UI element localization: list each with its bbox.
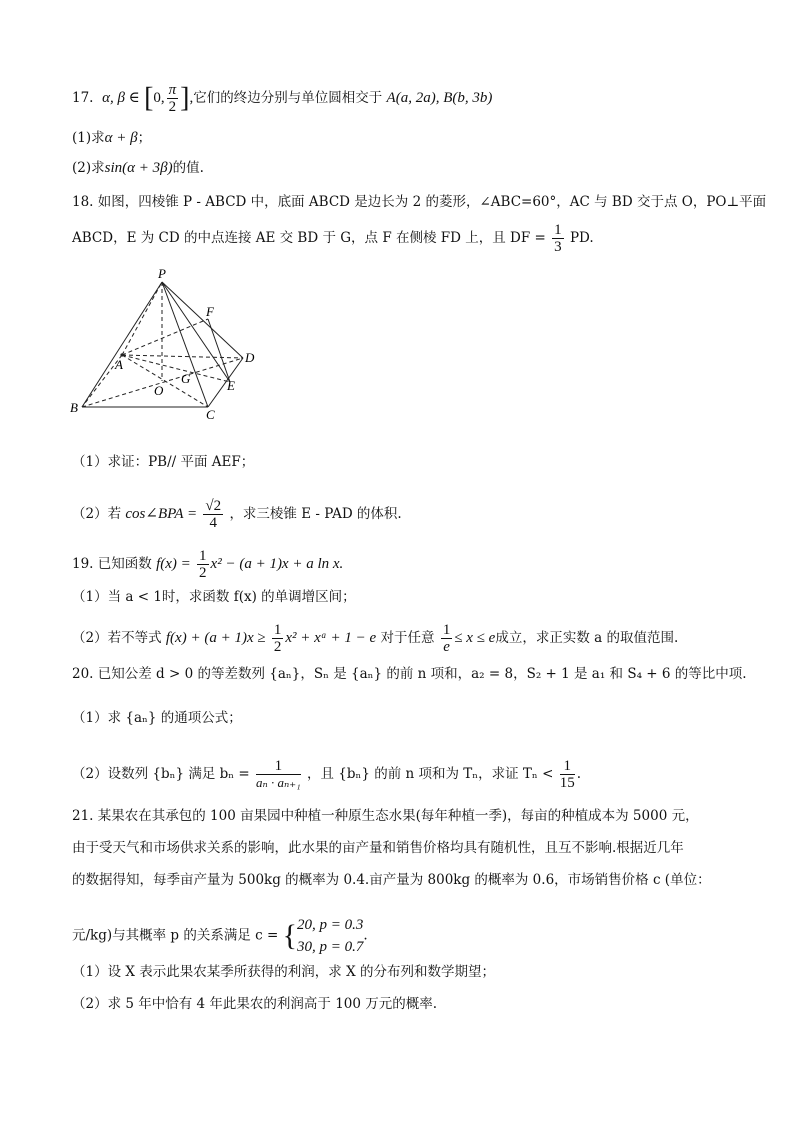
q17-text: 它们的终边分别与单位圆相交于 [193, 90, 383, 106]
q21-part1: （1）设 X 表示此果农某季所获得的利润，求 X 的分布列和数学期望； [72, 964, 495, 980]
edge-PA [122, 282, 162, 355]
edge-AC [122, 355, 208, 407]
q19-part2 [72, 622, 678, 655]
q17-part1-label: (1)求 [72, 130, 105, 146]
q19-part2-pre: （2）若不等式 [72, 630, 162, 646]
q20-part2-frac1 [256, 758, 301, 791]
q18-frac-den: 3 [554, 239, 562, 255]
label-G: G [181, 371, 191, 386]
q20-part2-mid: ，且 {bₙ} 的前 n 项和为 Tₙ，求证 Tₙ < [306, 766, 554, 782]
q20-part2-frac2 [560, 758, 575, 791]
q19-rest: x² − (a + 1)x + a ln x. [210, 556, 344, 572]
q19-line [72, 548, 343, 581]
q18-frac-num: 1 [554, 222, 562, 238]
edge-PC [162, 282, 208, 407]
q19-part2-den1: 2 [273, 639, 282, 655]
edge-FE [208, 319, 230, 382]
q19-part2-post: 成立，求正实数 a 的取值范围. [495, 630, 679, 646]
q21-line1: 21. 某果农在其承包的 100 亩果园中种植一种原生态水果(每年种植一季)，每亩的种植成本为 5000 元， [72, 808, 699, 824]
q18-part2-den: 4 [209, 515, 218, 531]
q21-case1: 20, p = 0.3 [297, 917, 364, 933]
label-D: D [245, 350, 255, 365]
edge-PB [82, 282, 162, 407]
q18-part2-cos: cos∠BPA = [125, 506, 198, 522]
q17-part2 [72, 158, 204, 178]
q18-part2 [72, 498, 402, 531]
q18-line1: 18. 如图，四棱锥 P - ABCD 中，底面 ABCD 是边长为 2 的菱形，∠ABC=60°，AC 与 BD 交于点 O，PO⊥平面 [72, 194, 767, 210]
q19-part2-num1: 1 [273, 622, 282, 638]
q17-zero: 0, [153, 90, 165, 106]
q21-cases [297, 914, 363, 958]
q19-den: 2 [199, 565, 207, 581]
q21-line3: 的数据得知，每季亩产量为 500kg 的概率为 0.4.亩产量为 800kg 的概率为 0.6，市场销售价格 c (单位： [72, 872, 711, 888]
q19-part2-range: ≤ x ≤ e [454, 630, 496, 646]
q17-fraction [167, 82, 179, 115]
q17-part1 [72, 128, 151, 148]
q19-part2-den2: e [443, 639, 450, 655]
q17-number: 17. [72, 90, 94, 106]
q20-part2-den1: aₙ · aₙ₊₁ [256, 775, 301, 790]
q20-part1: （1）求 {aₙ} 的通项公式； [72, 710, 242, 726]
label-E: E [227, 378, 235, 393]
q20-line: 20. 已知公差 d > 0 的等差数列 {aₙ}，Sₙ 是 {aₙ} 的前 n 项和，a₂ = 8，S₂ + 1 是 a₁ 和 S₄ + 6 的等比中项. [72, 666, 747, 682]
q18-line2 [72, 222, 594, 255]
q21-line4-pre: 元/kg)与其概率 p 的关系满足 c = [72, 927, 279, 944]
q19-f: f(x) = [156, 556, 191, 572]
q17-part2-end: 的值. [172, 160, 204, 176]
q17-comma: , [189, 90, 194, 106]
label-A: A [115, 357, 123, 372]
q17-line [72, 82, 492, 115]
q19-part2-frac2 [441, 622, 453, 655]
q17-part1-expr: α + β [104, 130, 138, 146]
q19-part1: （1）当 a < 1时，求函数 f(x) 的单调增区间； [72, 589, 356, 605]
q20-part2-end: . [576, 766, 581, 782]
q20-part2-num2: 1 [560, 758, 575, 775]
q19-num: 1 [199, 548, 207, 564]
q17-pi: π [168, 82, 177, 98]
label-P: P [158, 266, 166, 281]
label-F: F [206, 304, 214, 319]
label-B: B [70, 400, 78, 415]
edge-AD [122, 355, 243, 358]
q19-part2-num2: 1 [442, 622, 451, 638]
edge-PE [162, 282, 230, 382]
q17-bracket-close: ] [180, 82, 190, 114]
q17-two: 2 [168, 99, 177, 115]
q18-part1: （1）求证：PB// 平面 AEF； [72, 454, 255, 470]
q18-line2-pre: ABCD，E 为 CD 的中点连接 AE 交 BD 于 G，点 F 在侧棱 FD 上，且 DF = [72, 230, 546, 246]
q20-part2-num1: 1 [256, 758, 301, 775]
q21-part2: （2）求 5 年中恰有 4 年此果农的利润高于 100 万元的概率. [72, 996, 438, 1012]
q19-part2-mid: 对于任意 [380, 630, 435, 646]
q17-part2-label: (2)求 [72, 160, 105, 176]
label-O: O [154, 383, 164, 398]
q21-line4-end: . [363, 927, 368, 944]
q19-part2-rest: x² + xᵃ + 1 − e [285, 630, 377, 646]
q18-part2-post: ，求三棱锥 E - PAD 的体积. [229, 506, 402, 522]
q18-part2-pre: （2）若 [72, 506, 122, 522]
edge-CD [208, 358, 243, 407]
q18-part2-num: √2 [205, 498, 222, 514]
q20-part2-den2: 15 [559, 775, 575, 791]
q17-points: A(a, 2a), B(b, 3b) [386, 90, 493, 106]
q18-part2-fraction [203, 498, 223, 531]
q17-part2-expr: sin(α + 3β) [104, 160, 173, 176]
pyramid-figure [60, 262, 270, 422]
q17-bracket-open: [ [144, 82, 154, 114]
q21-line4 [72, 914, 368, 958]
q21-case2: 30, p = 0.7 [297, 939, 364, 955]
q18-line2-post: PD. [569, 230, 594, 246]
q20-part2-pre: （2）设数列 {bₙ} 满足 bₙ = [72, 766, 250, 782]
edge-PD [162, 282, 243, 358]
q19-part2-frac1 [272, 622, 284, 655]
label-C: C [206, 407, 215, 422]
q19-part2-ineq: f(x) + (a + 1)x ≥ [165, 630, 266, 646]
q17-part1-end: ； [137, 130, 152, 146]
q19-pre: 19. 已知函数 [72, 556, 152, 572]
q21-brace: { [282, 919, 298, 952]
q18-fraction [552, 222, 564, 255]
q19-fraction [197, 548, 209, 581]
q21-line2: 由于受天气和市场供求关系的影响，此水果的亩产量和销售价格均具有随机性，且互不影响.根据近几年 [72, 840, 684, 856]
q17-vars: α, β ∈ [102, 90, 140, 106]
q20-part2 [72, 758, 581, 791]
